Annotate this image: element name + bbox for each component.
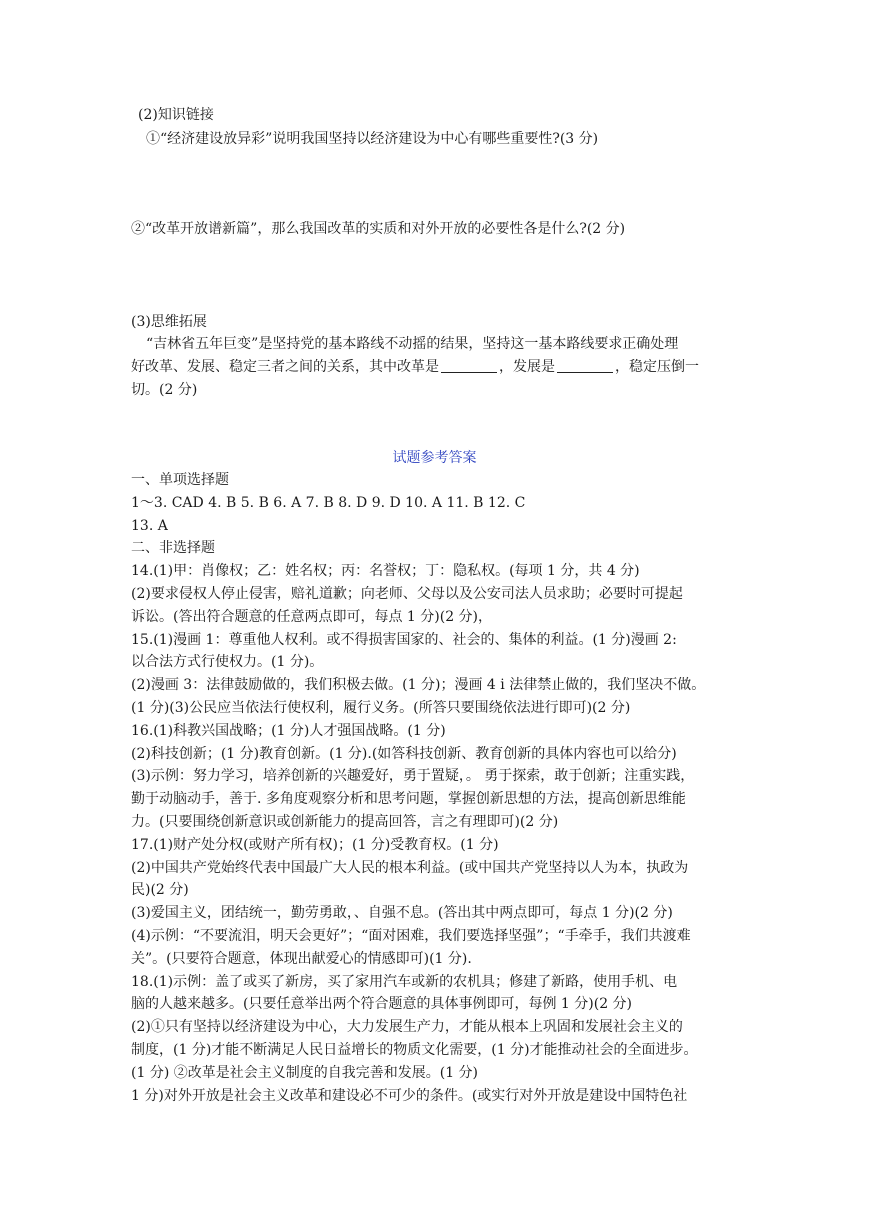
answers-title: 试题参考答案 (392, 450, 477, 466)
part3-heading: (3)思维拓展 (131, 314, 207, 330)
answer-line: (3)示例：努力学习，培养创新的兴趣爱好，勇于置疑，。 勇于探索，敢于创新；注重实践， (131, 768, 695, 785)
answer-line: 1 分)对外开放是社会主义改革和建设必不可少的条件。(或实行对外开放是建设中国特色社 (131, 1087, 688, 1104)
answer-line: (1 分) ②改革是社会主义制度的自我完善和发展。(1 分) (131, 1064, 479, 1081)
answer-line: 15.(1)漫画 1：尊重他人权利。或不得损害国家的、社会的、集体的利益。(1 分)漫画 2: (131, 631, 677, 648)
answer-line: 诉讼。(答出符合题意的任意两点即可，每点 1 分)(2 分)， (131, 608, 493, 625)
answer-line: (2)①只有坚持以经济建设为中心，大力发展生产力，才能从根本上巩固和发展社会主义的 (131, 1019, 683, 1036)
answer-line: (2)漫画 3：法律鼓励做的，我们积极去做。(1 分)；漫画 4 i 法律禁止做的，我们坚决不做。 (131, 677, 706, 694)
answer-line: 民)(2 分) (131, 882, 189, 899)
answer-line: (1 分)(3)公民应当依法行使权利，履行义务。(所答只要围绕依法进行即可)(2 分) (131, 700, 631, 716)
answer-line: 16.(1)科教兴国战略；(1 分)人才强国战略。(1 分) (131, 722, 446, 739)
answer-line: 1～3. CAD 4. B 5. B 6. A 7. B 8. D 9. D 10. A 11. B 12. C (131, 494, 526, 511)
part2-heading: (2)知识链接 (138, 107, 214, 123)
answer-line: 脑的人越来越多。(只要任意举出两个符合题意的具体事例即可，每例 1 分)(2 分) (131, 996, 633, 1013)
answer-line: 关”。(只要符合题意，体现出献爱心的情感即可)(1 分). (131, 950, 472, 967)
answer-line: 力。(只要围绕创新意识或创新能力的提高回答，言之有理即可)(2 分) (131, 814, 559, 830)
part3-line-2 (131, 357, 699, 377)
answer-line: (2)中国共产党始终代表中国最广大人民的根本利益。(或中国共产党坚持以人为本，执政为 (131, 859, 689, 876)
fill-blank-2 (557, 358, 613, 373)
part3-text-b: ，发展是 (499, 359, 555, 375)
answer-line: 18.(1)示例：盖了或买了新房，买了家用汽车或新的农机具；修建了新路，使用手机、电 (131, 973, 678, 990)
question-1: ①“经济建设放异彩”说明我国坚持以经济建设为中心有哪些重要性?(3 分) (146, 131, 599, 147)
answer-line: 一、单项选择题 (131, 472, 229, 488)
answer-line: 14.(1)甲：肖像权；乙：姓名权；丙：名誉权；丁：隐私权。(每项 1 分，共 4 分) (131, 563, 640, 580)
fill-blank-1 (441, 358, 497, 373)
answer-line: 二、非选择题 (131, 540, 215, 557)
answer-line: 17.(1)财产处分权(或财产所有权)；(1 分)受教育权。(1 分) (131, 836, 499, 853)
part3-text-c: ，稳定压倒一 (615, 359, 699, 375)
part3-line-3: 切。(2 分) (131, 382, 198, 398)
part3-text-a: 好改革、发展、稳定三者之间的关系，其中改革是 (131, 359, 439, 375)
answer-line: 制度，(1 分)才能不断满足人民日益增长的物质文化需要，(1 分)才能推动社会的全面进步。 (131, 1042, 698, 1058)
answer-line: (4)示例：“不要流泪，明天会更好”；“面对困难，我们要选择坚强”；“手牵手，我们共渡难 (131, 928, 691, 944)
part3-line-1: “吉林省五年巨变”是坚持党的基本路线不动摇的结果，坚持这一基本路线要求正确处理 (146, 336, 679, 352)
answer-line: (3)爱国主义，团结统一，勤劳勇敢，、自强不息。(答出其中两点即可，每点 1 分)(2 分) (131, 905, 673, 922)
answer-line: 13. A (131, 517, 168, 534)
answer-line: (2)科技创新；(1 分)教育创新。(1 分).(如答科技创新、教育创新的具体内容也可以给分) (131, 745, 677, 762)
answer-line: (2)要求侵权人停止侵害，赔礼道歉；向老师、父母以及公安司法人员求助；必要时可提起 (131, 586, 683, 602)
answer-line: 以合法方式行使权力。(1 分)。 (131, 654, 324, 671)
answer-line: 勤于动脑动手，善于. 多角度观察分析和思考问题，掌握创新思想的方法，提高创新思维能 (131, 791, 686, 808)
question-2: ②“改革开放谱新篇”，那么我国改革的实质和对外开放的必要性各是什么?(2 分) (131, 221, 626, 237)
